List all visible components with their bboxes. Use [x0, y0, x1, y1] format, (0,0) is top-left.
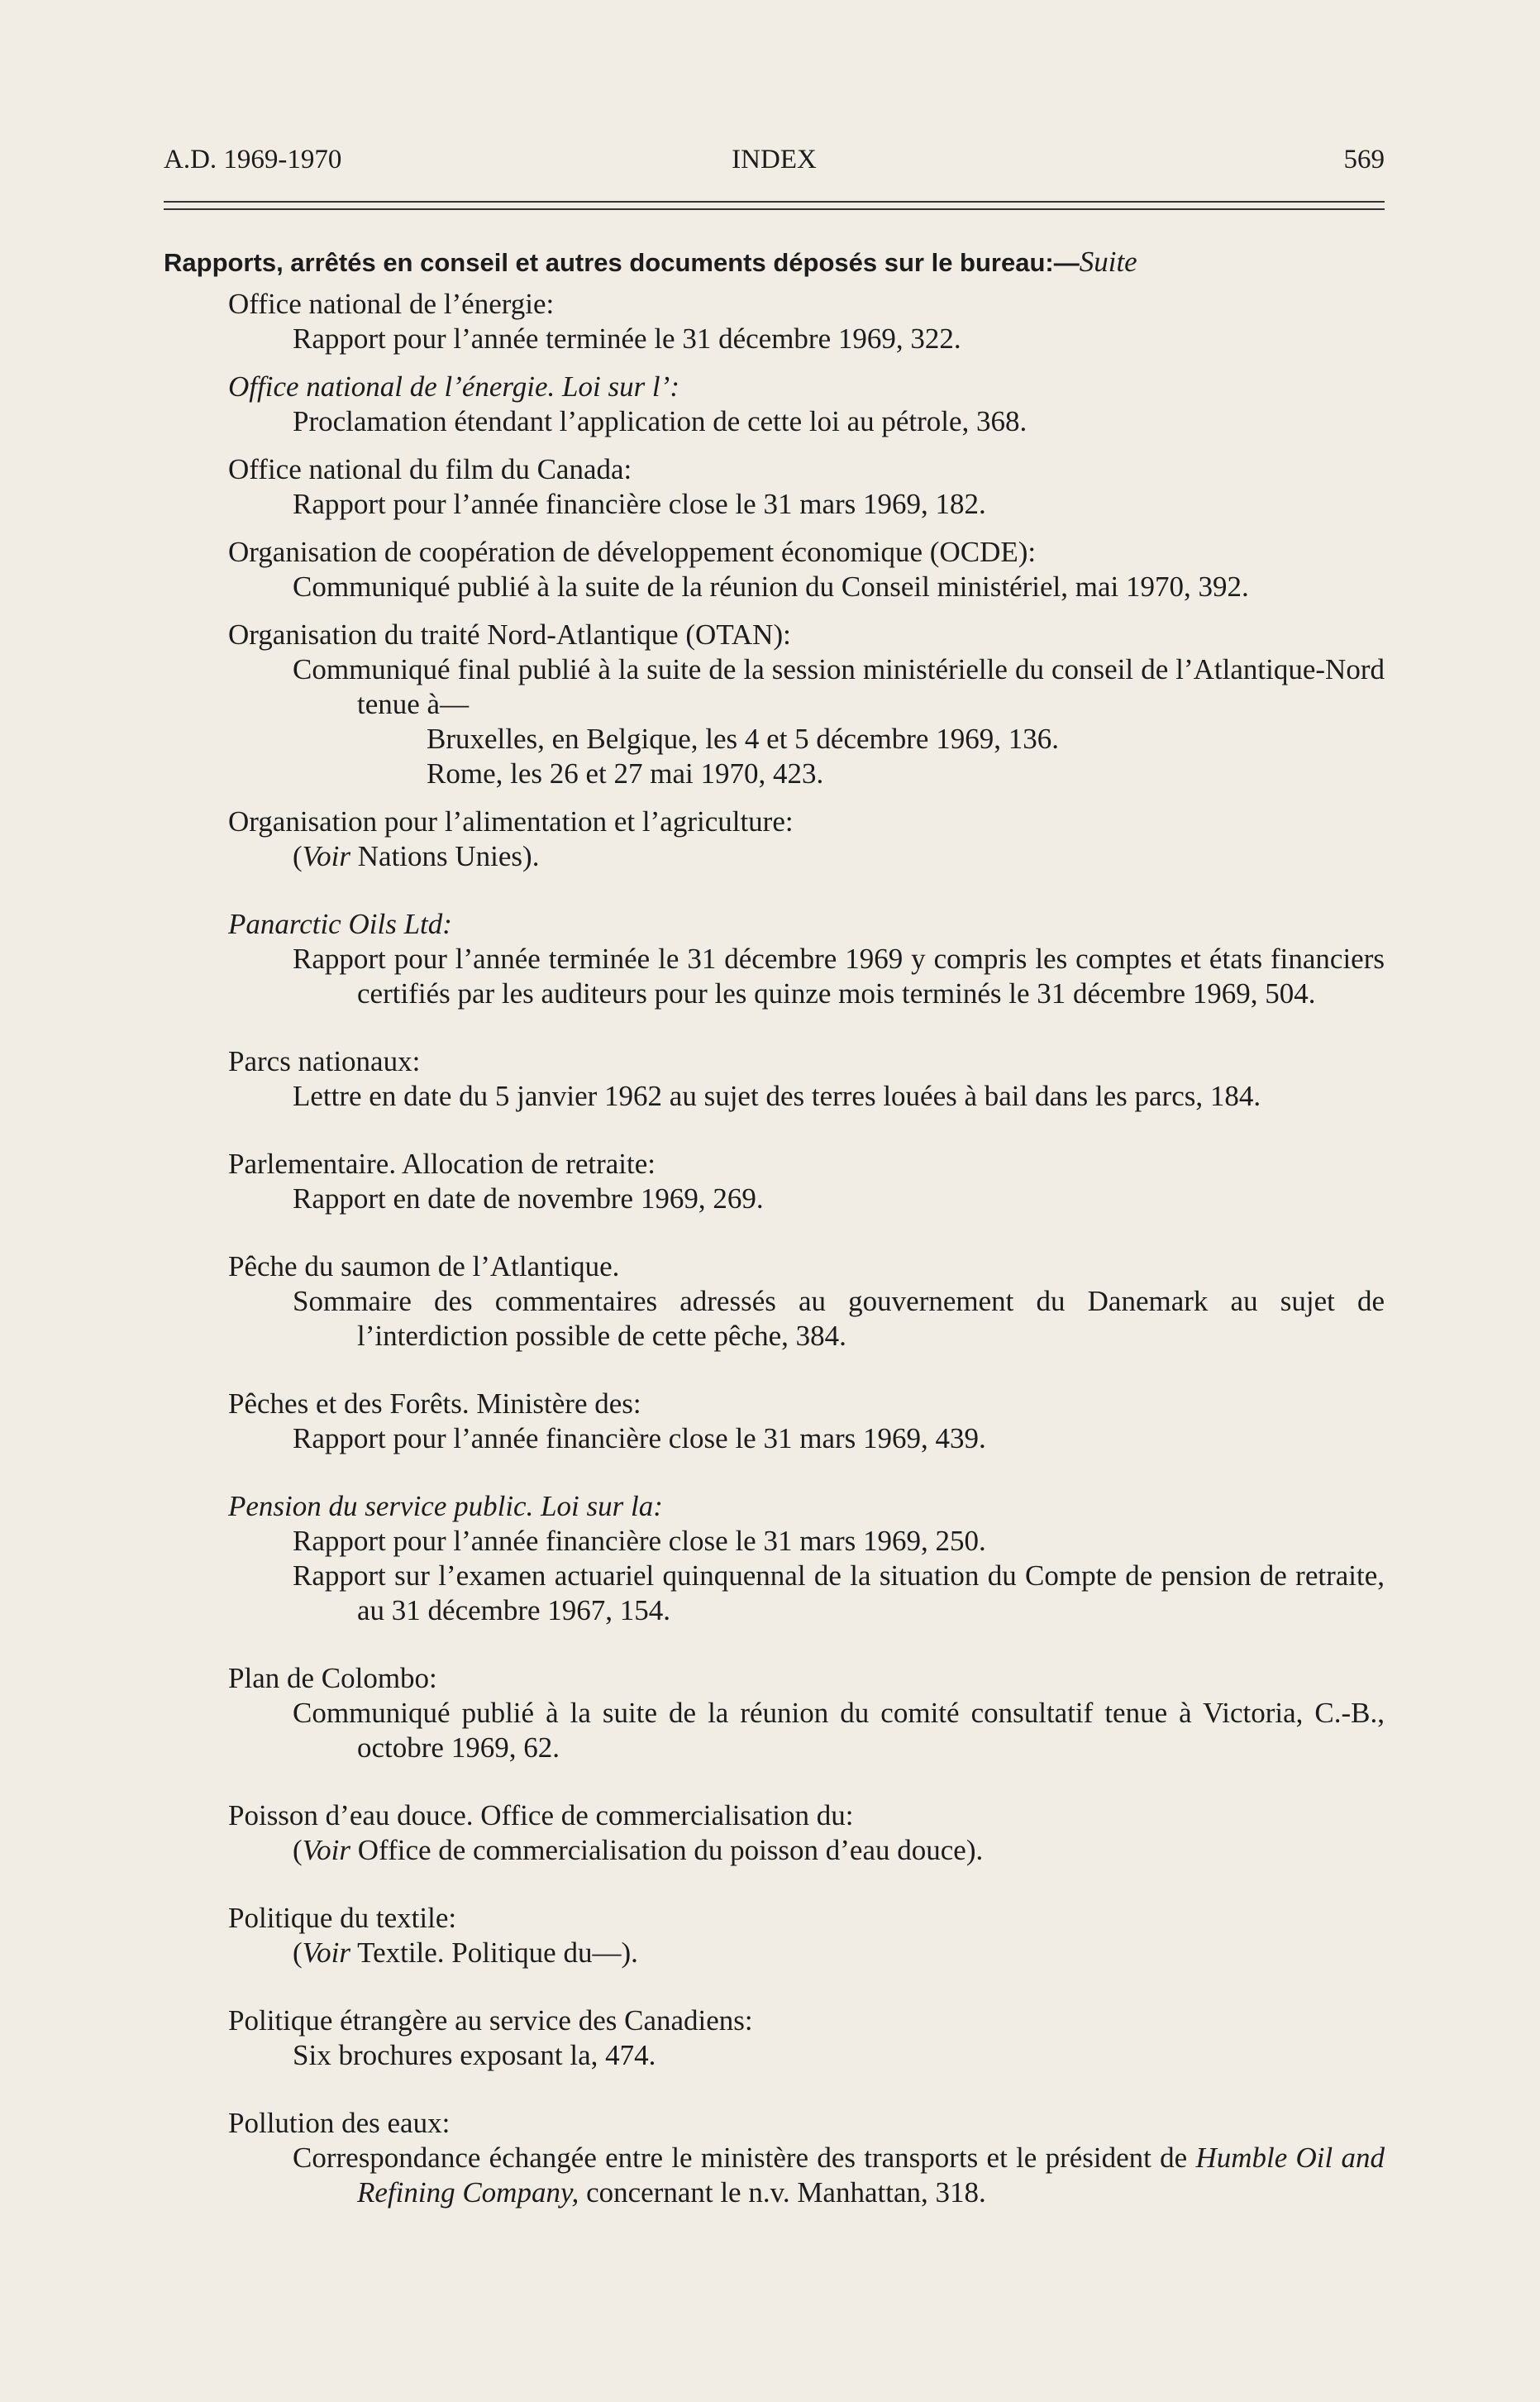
entry-sub: Sommaire des commentaires adressés au gouvernement du Danemark au sujet de l’interdiction possible de cette pêche, 384.: [293, 1285, 1385, 1352]
entry-sub: Communiqué publié à la suite de la réunion du comité consultatif tenue à Victoria, C.-B., octobre 1969, 62.: [293, 1697, 1385, 1764]
entry-sub: Rapport pour l’année financière close le 31 mars 1969, 439.: [293, 1422, 986, 1454]
entry-term: Organisation de coopération de développement économique (OCDE):: [228, 536, 1037, 568]
entry-sub: Rapport pour l’année terminée le 31 décembre 1969, 322.: [293, 322, 961, 355]
entry-term: Parcs nationaux:: [228, 1045, 421, 1077]
header-title: INDEX: [732, 145, 817, 174]
voir-target: Nations Unies).: [350, 840, 540, 872]
index-entry: [164, 1798, 1385, 1868]
entry-sub: Lettre en date du 5 janvier 1962 au sujet des terres louées à bail dans les parcs, 184.: [293, 1080, 1261, 1112]
index-entry: [164, 535, 1385, 604]
index-entry: [164, 1387, 1385, 1456]
entry-sub: Communiqué final publié à la suite de la session ministérielle du conseil de l’Atlantique-Nord tenue à—: [293, 653, 1385, 720]
voir-word: Voir: [302, 1936, 351, 1969]
entry-voir-ref: (Voir Office de commercialisation du poisson d’eau douce).: [293, 1834, 984, 1866]
index-entry: [164, 2106, 1385, 2210]
entry-voir-ref: (Voir Textile. Politique du—).: [293, 1936, 638, 1969]
index-entry: [164, 1661, 1385, 1765]
entry-term: Organisation du traité Nord-Atlantique (OTAN):: [228, 618, 791, 651]
entry-sub: Proclamation étendant l’application de cette loi au pétrole, 368.: [293, 405, 1027, 437]
header-rule-top: [164, 201, 1385, 203]
index-entry: [164, 2003, 1385, 2073]
entry-sub-part: Correspondance échangée entre le ministère des transports et le président de: [293, 2142, 1196, 2174]
index-content: [164, 245, 1385, 2223]
header-years: A.D. 1969-1970: [164, 145, 342, 174]
index-entry: [164, 907, 1385, 1011]
index-entry: [164, 1901, 1385, 1970]
entry-term: Organisation pour l’alimentation et l’agriculture:: [228, 805, 794, 838]
entry-subsub: Rome, les 26 et 27 mai 1970, 423.: [427, 757, 824, 790]
entry-sub: Rapport pour l’année financière close le 31 mars 1969, 250.: [293, 1525, 986, 1557]
entry-voir-ref: (Voir Nations Unies).: [293, 840, 540, 872]
entry-sub: Six brochures exposant la, 474.: [293, 2039, 656, 2071]
entry-term: Office national de l’énergie:: [228, 288, 555, 320]
index-entry: [164, 1249, 1385, 1354]
entry-term: Office national du film du Canada:: [228, 453, 632, 485]
section-heading-suite: Suite: [1079, 246, 1137, 278]
entry-term: Office national de l’énergie. Loi sur l’:: [228, 370, 679, 403]
section-heading-text: Rapports, arrêtés en conseil et autres documents déposés sur le bureau:—: [164, 248, 1080, 277]
entry-term: Pêche du saumon de l’Atlantique.: [228, 1250, 620, 1282]
entry-term: Panarctic Oils Ltd:: [228, 908, 452, 940]
entry-term: Pension du service public. Loi sur la:: [228, 1490, 663, 1522]
voir-target: Office de commercialisation du poisson d’eau douce).: [350, 1834, 984, 1866]
entry-term: Politique du textile:: [228, 1902, 457, 1934]
entry-term: Plan de Colombo:: [228, 1662, 437, 1694]
index-entry: [164, 1044, 1385, 1114]
index-entry: [164, 370, 1385, 439]
entry-term: Poisson d’eau douce. Office de commercialisation du:: [228, 1799, 854, 1831]
index-entry: [164, 1147, 1385, 1216]
header-rule-bottom: [164, 208, 1385, 210]
entry-sub-part: concernant le n.v. Manhattan, 318.: [579, 2176, 986, 2209]
index-entry: [164, 1489, 1385, 1628]
index-entry: [164, 287, 1385, 356]
voir-word: Voir: [302, 1834, 351, 1866]
page-number: 569: [1343, 145, 1385, 174]
entry-sub: Rapport en date de novembre 1969, 269.: [293, 1182, 764, 1215]
entry-sub: [164, 2141, 1385, 2210]
section-heading: [164, 245, 1385, 280]
index-entry: [164, 805, 1385, 874]
entry-sub-italic: Humble Oil and Refining Company,: [357, 2142, 1385, 2209]
entry-subsub: Bruxelles, en Belgique, les 4 et 5 décembre 1969, 136.: [427, 723, 1059, 755]
entry-sub: Rapport pour l’année financière close le 31 mars 1969, 182.: [293, 488, 986, 520]
voir-target: Textile. Politique du—).: [350, 1936, 638, 1969]
entry-sub: Rapport pour l’année terminée le 31 décembre 1969 y compris les comptes et états financiers certifiés par les auditeurs pour les quinze mois terminés le 31 décembre 1969, 504.: [293, 943, 1385, 1010]
page-header: [164, 145, 1385, 188]
entry-term: Politique étrangère au service des Canadiens:: [228, 2004, 753, 2037]
entry-sub: Communiqué publié à la suite de la réunion du Conseil ministériel, mai 1970, 392.: [293, 571, 1249, 603]
entry-term: Pollution des eaux:: [228, 2107, 451, 2139]
entry-sub: Rapport sur l’examen actuariel quinquennal de la situation du Compte de pension de retraite, au 31 décembre 1967, 154.: [293, 1559, 1385, 1626]
voir-word: Voir: [302, 840, 351, 872]
entry-term: Parlementaire. Allocation de retraite:: [228, 1148, 656, 1180]
index-entry: [164, 452, 1385, 522]
index-entry: [164, 618, 1385, 791]
entry-term: Pêches et des Forêts. Ministère des:: [228, 1387, 641, 1420]
